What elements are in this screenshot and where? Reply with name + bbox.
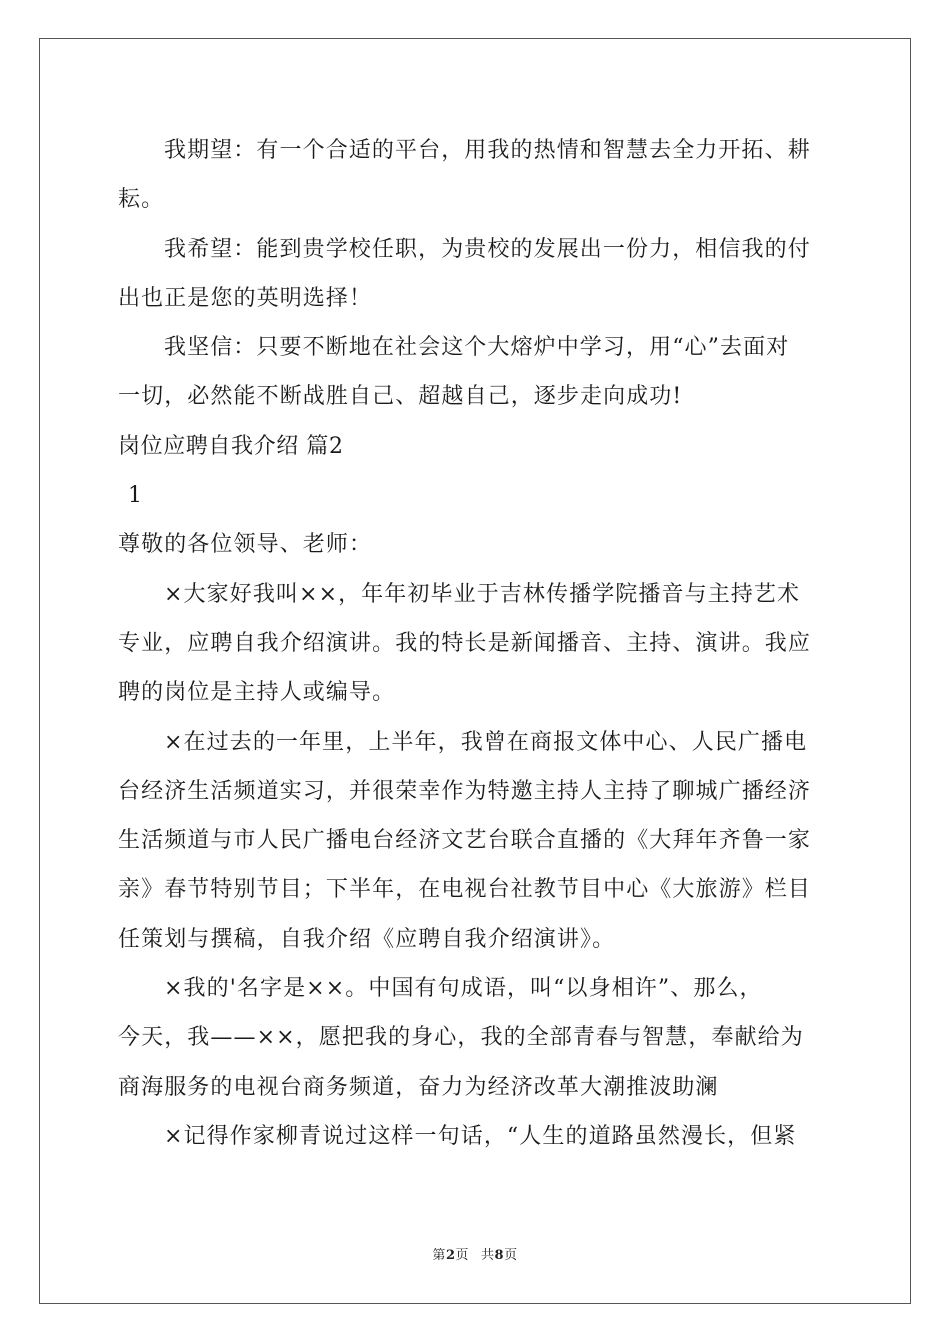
current-page-number: 2 — [445, 1248, 456, 1263]
paragraph-line: 生活频道与市人民广播电台经济文艺台联合直播的《大拜年齐鲁一家 — [118, 828, 812, 854]
paragraph-line: 我期望：有一个合适的平台，用我的热情和智慧去全力开拓、耕 — [164, 138, 811, 163]
paragraph-line: 今天，我——××，愿把我的身心，我的全部青春与智慧，奉献给为 — [118, 1025, 804, 1051]
salutation-line: 尊敬的各位领导、老师： — [118, 532, 373, 558]
page-footer — [0, 1244, 950, 1263]
total-label-suffix: 页 — [504, 1248, 518, 1263]
paragraph-line: 亲》春节特别节目；下半年，在电视台社教节目中心《大旅游》栏目 — [118, 877, 812, 903]
document-body — [118, 126, 834, 1161]
paragraph-line: 一切，必然能不断战胜自己、超越自己，逐步走向成功! — [118, 384, 683, 410]
paragraph-line: 我希望：能到贵学校任职，为贵校的发展出一份力，相信我的付 — [164, 236, 811, 262]
paragraph-line: 出也正是您的英明选择！ — [118, 285, 373, 311]
paragraph-line: 专业，应聘自我介绍演讲。我的特长是新闻播音、主持、演讲。我应 — [118, 630, 812, 656]
paragraph-line: 商海服务的电视台商务频道，奋力为经济改革大潮推波助澜 — [118, 1074, 719, 1100]
paragraph-line: 台经济生活频道实习，并很荣幸作为特邀主持人主持了聊城广播经济 — [118, 778, 812, 804]
paragraph-line: 任策划与撰稿，自我介绍《应聘自我介绍演讲》。 — [118, 926, 616, 952]
paragraph-line: 我坚信：只要不断地在社会这个大熔炉中学习，用“心”去面对 — [164, 335, 790, 361]
paragraph-line: ×我的'名字是××。中国有句成语，叫“以身相许”、那么， — [164, 976, 763, 1002]
paragraph-line: 耘。 — [118, 187, 165, 213]
paragraph-line: ×在过去的一年里，上半年，我曾在商报文体中心、人民广播电 — [164, 729, 808, 755]
page-label-suffix: 页 — [455, 1248, 469, 1263]
section-heading: 岗位应聘自我介绍 篇2 — [118, 433, 344, 459]
total-label-prefix: 共 — [481, 1248, 495, 1263]
total-pages-number: 8 — [494, 1248, 505, 1263]
paragraph-line: ×大家好我叫××，年年初毕业于吉林传播学院播音与主持艺术 — [164, 581, 801, 607]
paragraph-line: ×记得作家柳青说过这样一句话，“人生的道路虽然漫长，但紧 — [164, 1123, 797, 1149]
section-number: 1 — [128, 483, 144, 509]
paragraph-line: 聘的岗位是主持人或编导。 — [118, 680, 396, 706]
page-label-prefix: 第 — [432, 1248, 446, 1263]
